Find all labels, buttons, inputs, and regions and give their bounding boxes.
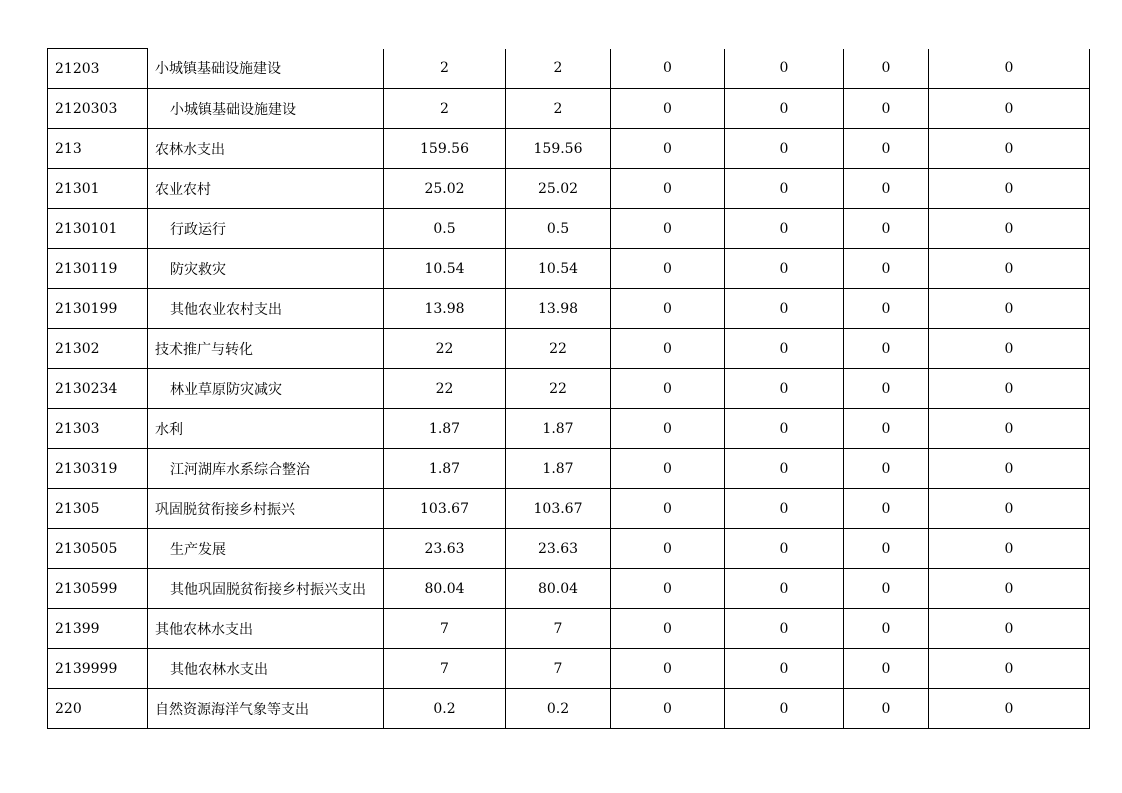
cell-value-c6: 0 — [929, 169, 1090, 209]
cell-value-c6: 0 — [929, 329, 1090, 369]
cell-value-c1: 0.5 — [384, 209, 506, 249]
table-row — [48, 329, 1090, 369]
cell-value-c3: 0 — [611, 289, 725, 329]
cell-value-c4: 0 — [725, 409, 844, 449]
cell-name: 其他农林水支出 — [148, 649, 384, 689]
cell-value-c1: 103.67 — [384, 489, 506, 529]
cell-value-c2: 1.87 — [506, 449, 611, 489]
cell-value-c1: 2 — [384, 49, 506, 89]
cell-name: 小城镇基础设施建设 — [148, 89, 384, 129]
table-row — [48, 289, 1090, 329]
cell-value-c5: 0 — [844, 449, 929, 489]
table-row — [48, 409, 1090, 449]
cell-value-c2: 2 — [506, 49, 611, 89]
cell-value-c5: 0 — [844, 369, 929, 409]
cell-value-c1: 25.02 — [384, 169, 506, 209]
cell-value-c2: 1.87 — [506, 409, 611, 449]
cell-code: 220 — [48, 689, 148, 729]
cell-code: 2130101 — [48, 209, 148, 249]
cell-value-c3: 0 — [611, 369, 725, 409]
cell-value-c3: 0 — [611, 569, 725, 609]
cell-value-c2: 103.67 — [506, 489, 611, 529]
table-row — [48, 529, 1090, 569]
cell-value-c5: 0 — [844, 689, 929, 729]
cell-value-c2: 13.98 — [506, 289, 611, 329]
cell-value-c5: 0 — [844, 649, 929, 689]
cell-value-c4: 0 — [725, 369, 844, 409]
cell-value-c1: 1.87 — [384, 449, 506, 489]
cell-value-c6: 0 — [929, 249, 1090, 289]
cell-value-c3: 0 — [611, 129, 725, 169]
cell-value-c1: 159.56 — [384, 129, 506, 169]
table-row — [48, 49, 1090, 89]
cell-value-c4: 0 — [725, 249, 844, 289]
cell-value-c1: 2 — [384, 89, 506, 129]
table-row — [48, 449, 1090, 489]
cell-name: 行政运行 — [148, 209, 384, 249]
cell-value-c6: 0 — [929, 569, 1090, 609]
cell-value-c5: 0 — [844, 89, 929, 129]
cell-value-c1: 0.2 — [384, 689, 506, 729]
cell-name: 农林水支出 — [148, 129, 384, 169]
cell-code: 21302 — [48, 329, 148, 369]
cell-name: 小城镇基础设施建设 — [148, 49, 384, 89]
cell-value-c3: 0 — [611, 169, 725, 209]
cell-value-c4: 0 — [725, 569, 844, 609]
cell-value-c3: 0 — [611, 449, 725, 489]
cell-name: 其他农业农村支出 — [148, 289, 384, 329]
cell-code: 2120303 — [48, 89, 148, 129]
cell-code: 2130319 — [48, 449, 148, 489]
cell-value-c4: 0 — [725, 209, 844, 249]
cell-value-c6: 0 — [929, 49, 1090, 89]
cell-value-c6: 0 — [929, 209, 1090, 249]
cell-value-c5: 0 — [844, 409, 929, 449]
cell-value-c2: 2 — [506, 89, 611, 129]
cell-code: 21303 — [48, 409, 148, 449]
cell-value-c4: 0 — [725, 169, 844, 209]
cell-value-c3: 0 — [611, 609, 725, 649]
cell-value-c4: 0 — [725, 129, 844, 169]
cell-code: 21305 — [48, 489, 148, 529]
cell-value-c4: 0 — [725, 449, 844, 489]
cell-value-c2: 22 — [506, 329, 611, 369]
cell-value-c4: 0 — [725, 529, 844, 569]
cell-value-c6: 0 — [929, 529, 1090, 569]
budget-table — [47, 48, 1090, 729]
table-row — [48, 689, 1090, 729]
table-row — [48, 609, 1090, 649]
cell-value-c5: 0 — [844, 489, 929, 529]
cell-code: 21399 — [48, 609, 148, 649]
cell-code: 2130599 — [48, 569, 148, 609]
table-row — [48, 129, 1090, 169]
cell-value-c1: 7 — [384, 609, 506, 649]
cell-value-c5: 0 — [844, 289, 929, 329]
cell-value-c1: 22 — [384, 369, 506, 409]
cell-value-c2: 7 — [506, 609, 611, 649]
cell-value-c3: 0 — [611, 49, 725, 89]
cell-value-c6: 0 — [929, 369, 1090, 409]
table-body — [48, 49, 1090, 729]
cell-value-c6: 0 — [929, 129, 1090, 169]
table-row — [48, 209, 1090, 249]
cell-value-c4: 0 — [725, 489, 844, 529]
cell-code: 213 — [48, 129, 148, 169]
cell-value-c6: 0 — [929, 649, 1090, 689]
cell-value-c3: 0 — [611, 409, 725, 449]
cell-value-c5: 0 — [844, 169, 929, 209]
cell-value-c3: 0 — [611, 89, 725, 129]
cell-value-c6: 0 — [929, 489, 1090, 529]
table-row — [48, 369, 1090, 409]
cell-value-c4: 0 — [725, 689, 844, 729]
cell-value-c4: 0 — [725, 49, 844, 89]
cell-value-c5: 0 — [844, 249, 929, 289]
cell-value-c1: 23.63 — [384, 529, 506, 569]
cell-name: 巩固脱贫衔接乡村振兴 — [148, 489, 384, 529]
cell-name: 其他农林水支出 — [148, 609, 384, 649]
cell-code: 21301 — [48, 169, 148, 209]
cell-name: 农业农村 — [148, 169, 384, 209]
cell-value-c2: 10.54 — [506, 249, 611, 289]
cell-value-c2: 80.04 — [506, 569, 611, 609]
cell-value-c1: 1.87 — [384, 409, 506, 449]
cell-value-c1: 13.98 — [384, 289, 506, 329]
cell-value-c6: 0 — [929, 689, 1090, 729]
cell-value-c4: 0 — [725, 609, 844, 649]
cell-value-c4: 0 — [725, 649, 844, 689]
cell-value-c3: 0 — [611, 249, 725, 289]
cell-value-c2: 0.5 — [506, 209, 611, 249]
cell-value-c5: 0 — [844, 569, 929, 609]
cell-value-c5: 0 — [844, 49, 929, 89]
cell-value-c2: 23.63 — [506, 529, 611, 569]
cell-name: 水利 — [148, 409, 384, 449]
cell-name: 自然资源海洋气象等支出 — [148, 689, 384, 729]
cell-value-c4: 0 — [725, 89, 844, 129]
table-row — [48, 489, 1090, 529]
cell-value-c1: 7 — [384, 649, 506, 689]
cell-value-c2: 22 — [506, 369, 611, 409]
cell-value-c3: 0 — [611, 209, 725, 249]
cell-code: 2139999 — [48, 649, 148, 689]
cell-code: 2130199 — [48, 289, 148, 329]
cell-value-c6: 0 — [929, 89, 1090, 129]
cell-value-c1: 22 — [384, 329, 506, 369]
table-row — [48, 249, 1090, 289]
cell-value-c3: 0 — [611, 529, 725, 569]
cell-value-c2: 159.56 — [506, 129, 611, 169]
cell-value-c5: 0 — [844, 209, 929, 249]
cell-code: 2130119 — [48, 249, 148, 289]
table-row — [48, 649, 1090, 689]
cell-value-c6: 0 — [929, 289, 1090, 329]
cell-code: 2130505 — [48, 529, 148, 569]
cell-value-c2: 0.2 — [506, 689, 611, 729]
table-row — [48, 569, 1090, 609]
cell-name: 江河湖库水系综合整治 — [148, 449, 384, 489]
cell-code: 2130234 — [48, 369, 148, 409]
cell-code: 21203 — [48, 49, 148, 89]
cell-value-c6: 0 — [929, 609, 1090, 649]
cell-value-c2: 25.02 — [506, 169, 611, 209]
cell-value-c1: 80.04 — [384, 569, 506, 609]
cell-value-c5: 0 — [844, 529, 929, 569]
cell-value-c2: 7 — [506, 649, 611, 689]
cell-value-c5: 0 — [844, 609, 929, 649]
cell-value-c3: 0 — [611, 689, 725, 729]
cell-name: 技术推广与转化 — [148, 329, 384, 369]
cell-value-c5: 0 — [844, 129, 929, 169]
cell-value-c6: 0 — [929, 409, 1090, 449]
cell-name: 生产发展 — [148, 529, 384, 569]
cell-value-c5: 0 — [844, 329, 929, 369]
cell-value-c3: 0 — [611, 329, 725, 369]
cell-value-c3: 0 — [611, 649, 725, 689]
cell-value-c3: 0 — [611, 489, 725, 529]
cell-name: 其他巩固脱贫衔接乡村振兴支出 — [148, 569, 384, 609]
budget-table-sheet — [47, 48, 1090, 729]
cell-value-c4: 0 — [725, 289, 844, 329]
cell-name: 林业草原防灾减灾 — [148, 369, 384, 409]
cell-value-c6: 0 — [929, 449, 1090, 489]
cell-value-c4: 0 — [725, 329, 844, 369]
table-row — [48, 89, 1090, 129]
cell-value-c1: 10.54 — [384, 249, 506, 289]
table-row — [48, 169, 1090, 209]
cell-name: 防灾救灾 — [148, 249, 384, 289]
